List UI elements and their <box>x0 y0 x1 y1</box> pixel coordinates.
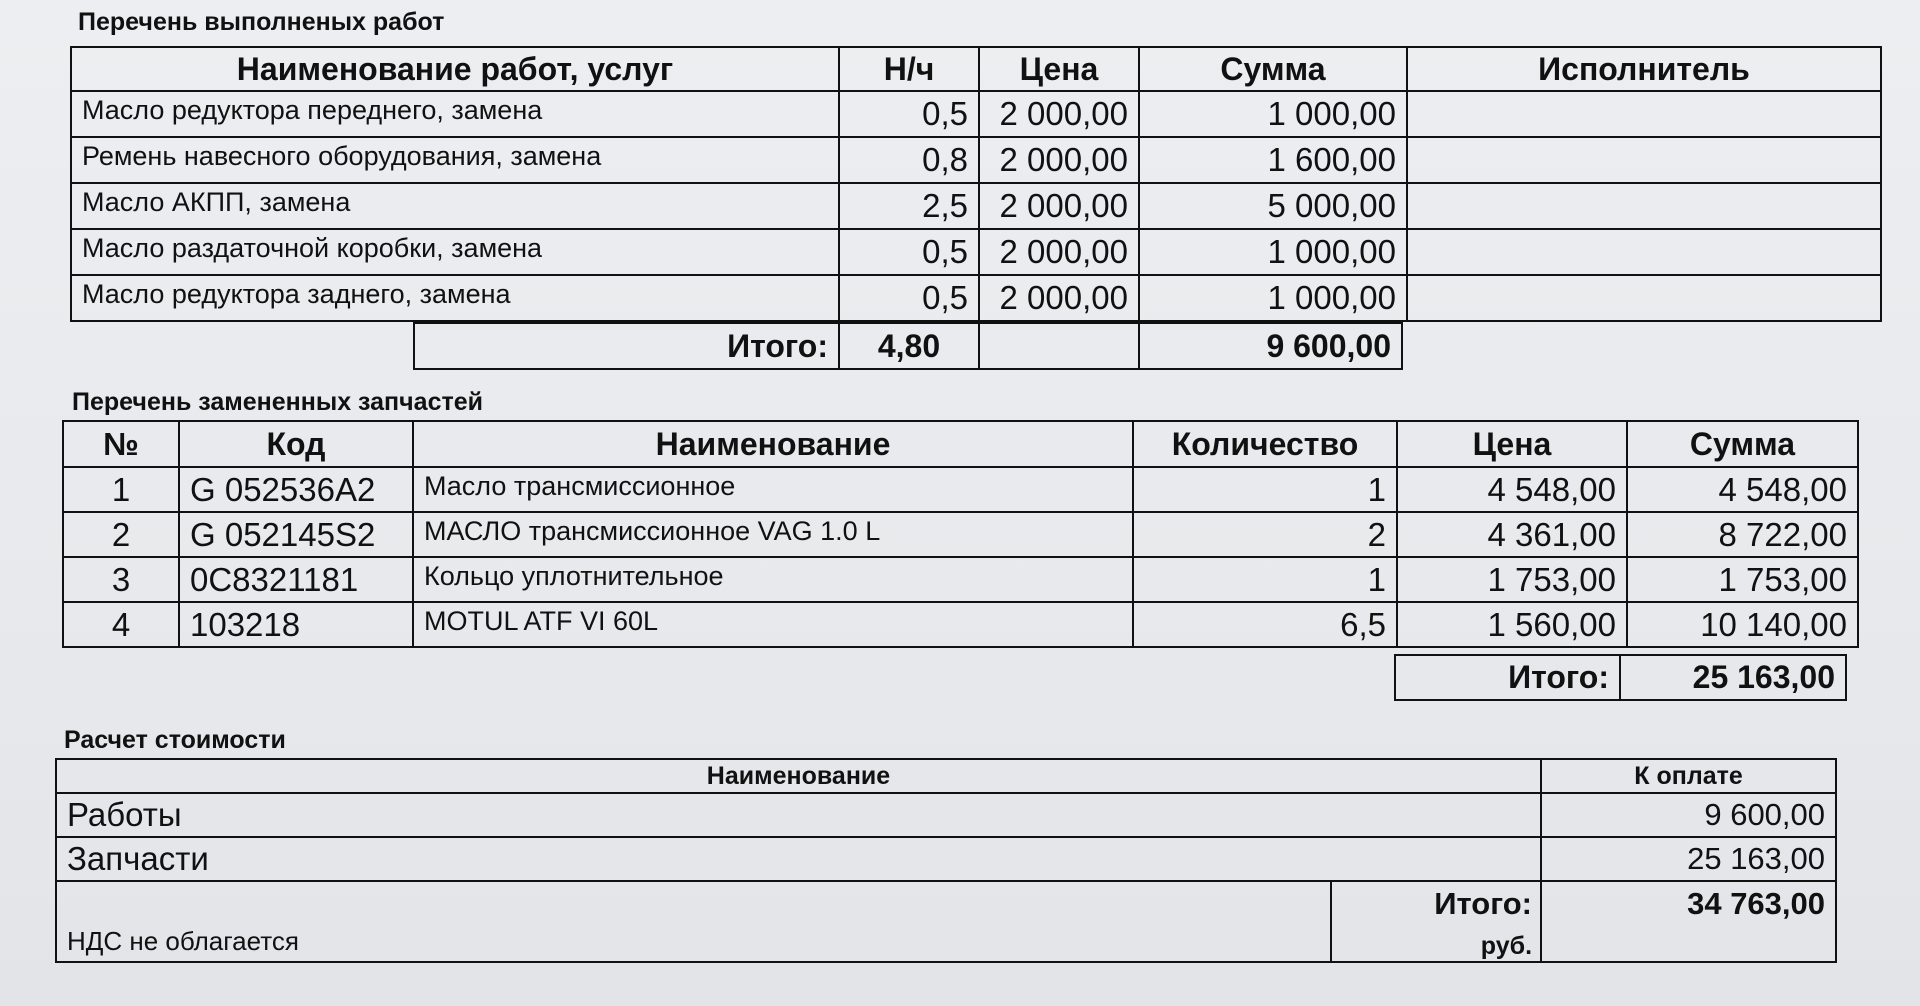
cost-row <box>56 837 1836 881</box>
part-sum: 4 548,00 <box>1627 467 1858 512</box>
works-total-hours: 4,80 <box>839 323 979 369</box>
works-total-sum: 9 600,00 <box>1139 323 1402 369</box>
works-title: Перечень выполненых работ <box>78 8 445 36</box>
part-no: 4 <box>63 602 179 647</box>
work-name: Масло редуктора заднего, замена <box>71 275 839 321</box>
cost-currency: руб. <box>1480 932 1533 960</box>
works-header-price: Цена <box>979 47 1139 91</box>
part-name: MOTUL ATF VI 60L <box>413 602 1133 647</box>
work-hours: 0,8 <box>839 137 979 183</box>
work-name: Масло редуктора переднего, замена <box>71 91 839 137</box>
works-total-price-empty <box>979 323 1139 369</box>
parts-title: Перечень замененных запчастей <box>72 388 483 416</box>
cost-table <box>55 758 1837 963</box>
work-name: Масло раздаточной коробки, замена <box>71 229 839 275</box>
cost-total-label-cell <box>1331 881 1541 962</box>
work-price: 2 000,00 <box>979 183 1139 229</box>
works-row <box>71 137 1881 183</box>
work-executor <box>1407 275 1881 321</box>
works-row <box>71 229 1881 275</box>
works-row <box>71 91 1881 137</box>
cost-row-name: Запчасти <box>56 837 1541 881</box>
cost-title: Расчет стоимости <box>64 726 286 754</box>
parts-header-sum: Сумма <box>1627 421 1858 467</box>
parts-header-row <box>63 421 1858 467</box>
works-total-table <box>413 322 1403 370</box>
part-code: 103218 <box>179 602 413 647</box>
works-total-row <box>414 323 1402 369</box>
parts-row <box>63 602 1858 647</box>
cost-header-row <box>56 759 1836 793</box>
part-qty: 1 <box>1133 467 1397 512</box>
part-sum: 10 140,00 <box>1627 602 1858 647</box>
cost-row-amount: 9 600,00 <box>1541 793 1836 837</box>
part-sum: 1 753,00 <box>1627 557 1858 602</box>
part-name: Масло трансмиссионное <box>413 467 1133 512</box>
work-price: 2 000,00 <box>979 275 1139 321</box>
cost-header-name: Наименование <box>56 759 1541 793</box>
parts-row <box>63 512 1858 557</box>
work-hours: 0,5 <box>839 229 979 275</box>
work-executor <box>1407 183 1881 229</box>
work-sum: 1 000,00 <box>1139 229 1407 275</box>
parts-total-row <box>1395 655 1846 700</box>
parts-header-name: Наименование <box>413 421 1133 467</box>
works-row <box>71 275 1881 321</box>
part-code: G 052145S2 <box>179 512 413 557</box>
work-name: Ремень навесного оборудования, замена <box>71 137 839 183</box>
works-header-name: Наименование работ, услуг <box>71 47 839 91</box>
vat-note: НДС не облагается <box>56 881 1331 962</box>
part-no: 3 <box>63 557 179 602</box>
parts-header-qty: Количество <box>1133 421 1397 467</box>
cost-total-label: Итого: <box>1434 886 1533 921</box>
parts-header-price: Цена <box>1397 421 1627 467</box>
cost-row <box>56 793 1836 837</box>
part-qty: 2 <box>1133 512 1397 557</box>
work-hours: 0,5 <box>839 275 979 321</box>
part-qty: 6,5 <box>1133 602 1397 647</box>
work-name: Масло АКПП, замена <box>71 183 839 229</box>
works-header-hours: Н/ч <box>839 47 979 91</box>
work-executor <box>1407 137 1881 183</box>
part-name: Кольцо уплотнительное <box>413 557 1133 602</box>
work-hours: 2,5 <box>839 183 979 229</box>
work-sum: 1 000,00 <box>1139 91 1407 137</box>
work-price: 2 000,00 <box>979 229 1139 275</box>
work-sum: 1 600,00 <box>1139 137 1407 183</box>
work-sum: 1 000,00 <box>1139 275 1407 321</box>
work-executor <box>1407 229 1881 275</box>
part-price: 4 361,00 <box>1397 512 1627 557</box>
parts-header-code: Код <box>179 421 413 467</box>
part-no: 2 <box>63 512 179 557</box>
works-row <box>71 183 1881 229</box>
works-header-row <box>71 47 1881 91</box>
works-header-sum: Сумма <box>1139 47 1407 91</box>
part-sum: 8 722,00 <box>1627 512 1858 557</box>
part-code: G 052536A2 <box>179 467 413 512</box>
parts-total-table <box>1394 654 1847 701</box>
part-qty: 1 <box>1133 557 1397 602</box>
part-price: 4 548,00 <box>1397 467 1627 512</box>
works-table <box>70 46 1882 322</box>
work-sum: 5 000,00 <box>1139 183 1407 229</box>
part-code: 0C8321181 <box>179 557 413 602</box>
part-no: 1 <box>63 467 179 512</box>
parts-row <box>63 557 1858 602</box>
work-hours: 0,5 <box>839 91 979 137</box>
part-price: 1 560,00 <box>1397 602 1627 647</box>
cost-row-name: Работы <box>56 793 1541 837</box>
part-price: 1 753,00 <box>1397 557 1627 602</box>
works-header-executor: Исполнитель <box>1407 47 1881 91</box>
cost-header-amount: К оплате <box>1541 759 1836 793</box>
cost-total-amount: 34 763,00 <box>1541 881 1836 962</box>
parts-header-no: № <box>63 421 179 467</box>
cost-total-row <box>56 881 1836 962</box>
work-executor <box>1407 91 1881 137</box>
cost-row-amount: 25 163,00 <box>1541 837 1836 881</box>
work-price: 2 000,00 <box>979 91 1139 137</box>
parts-row <box>63 467 1858 512</box>
part-name: МАСЛО трансмиссионное VAG 1.0 L <box>413 512 1133 557</box>
works-total-label: Итого: <box>414 323 839 369</box>
parts-table <box>62 420 1859 648</box>
parts-total-label: Итого: <box>1395 655 1620 700</box>
work-price: 2 000,00 <box>979 137 1139 183</box>
parts-total-sum: 25 163,00 <box>1620 655 1846 700</box>
